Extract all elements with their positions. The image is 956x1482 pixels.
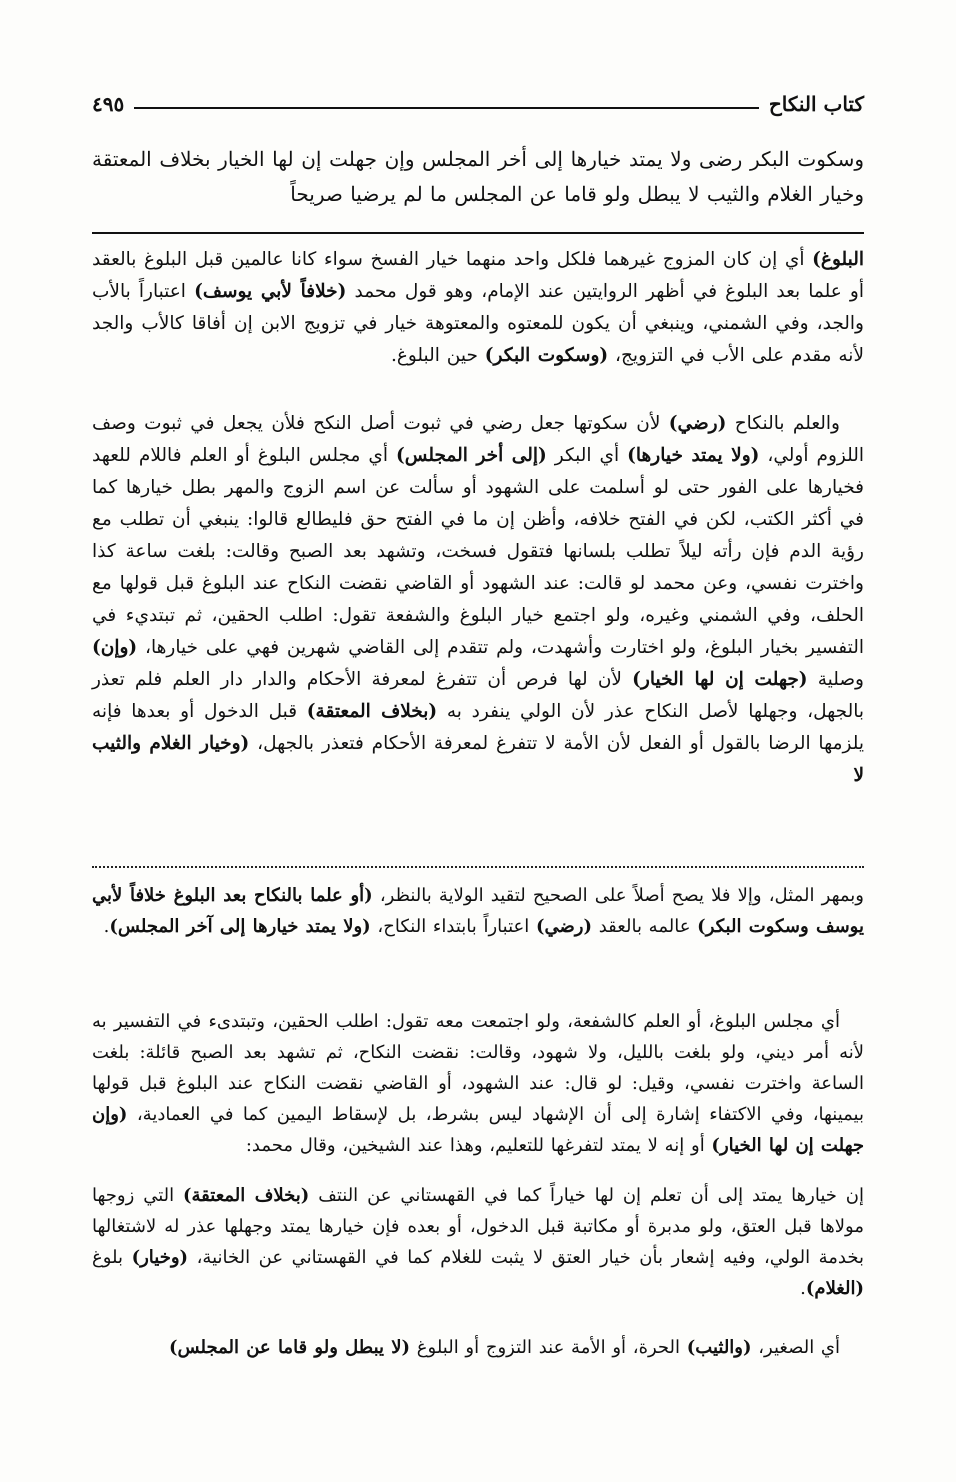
main-text: وسكوت البكر رضى ولا يمتد خيارها إلى أخر المجلس وإن جهلت إن لها الخيار بخلاف المعتقة وخيار الغلام والثيب لا يبطل ولو قاما عن المجلس ما لم يرضيا صريحاً xyxy=(92,147,864,206)
commentary-text: . xyxy=(103,916,110,937)
commentary-text: . xyxy=(800,1278,806,1299)
commentary-text: لأن سكوتها جعل رضي في ثبوت أصل النكح فلأن يجعل في ثبوت وصف اللزوم أولي، xyxy=(92,413,864,466)
commentary-text: التي زوجها مولاها قبل العتق، ولو مدبرة أو مكاتبة قبل الدخول، أو بعده فإن خيارها يمتد وجهلها عذر له لاشتغالها بخدمة الولي، وفيه إشعار بأن خيار العتق لا يثبت للغلام كما في القهستاني عن الخانية، xyxy=(92,1185,865,1268)
commentary-text: إن خيارها يمتد إلى أن تعلم إن لها خياراً كما في القهستاني عن النتف xyxy=(309,1185,865,1206)
main-text-separator xyxy=(92,232,864,234)
commentary-text: أي إن كان المزوج غيرهما فلكل واحد منهما خيار الفسخ سواء كانا عالمين قبل البلوغ بالعقد أو علما بعد البلوغ في أظهر الروايتين عند الإمام، وهو قول محمد xyxy=(92,249,864,302)
bold-matn-quote: (رضي) xyxy=(536,916,593,937)
commentary-paragraph xyxy=(92,1180,864,1304)
commentary-text: أي الصغير، xyxy=(751,1337,840,1358)
bold-matn-quote: (رضي) xyxy=(668,413,727,434)
bold-matn-quote: (لا يبطل ولو قاما عن المجلس) xyxy=(169,1337,411,1358)
page-number: ٤٩٥ xyxy=(92,92,125,116)
bold-matn-quote: (وخيار الغلام والثيب لا xyxy=(92,733,864,786)
commentary-text: عالمه بالعقد xyxy=(592,916,698,937)
commentary-text: والعلم بالنكاح xyxy=(726,413,840,434)
commentary-text: وصلية xyxy=(807,669,864,690)
bold-matn-quote: (وسكوت البكر) xyxy=(484,345,609,366)
bold-matn-quote: (أو علما بالنكاح بعد البلوغ خلافاً لأبي يوسف وسكوت البكر) xyxy=(92,885,864,937)
commentary-text: وبمهر المثل، وإلا فلا يصح أصلاً على الصحيح لتقيد الولاية بالنظر، xyxy=(372,885,864,906)
commentary-text: أو إنه لا يمتد لتفرغها للتعليم، وهذا عند الشيخين، وقال محمد: xyxy=(245,1135,712,1156)
bold-matn-quote: (وإن) xyxy=(92,637,138,658)
commentary-paragraph xyxy=(92,1006,864,1161)
bold-matn-quote: (بخلاف المعتقة) xyxy=(183,1185,310,1206)
commentary-text: لأن لها فرص أن تتفرغ لمعرفة الأحكام والدار دار العلم فلم تعذر بالجهل، وجهلها لأصل النكاح عذر لأن الولي ينفرد به xyxy=(92,669,864,722)
bold-matn-quote: (والثيب) xyxy=(686,1337,752,1358)
chapter-title: كتاب النكاح xyxy=(768,92,864,116)
bold-matn-quote: (خلافاً لأبي يوسف) xyxy=(194,281,347,302)
commentary-text: حين البلوغ. xyxy=(390,345,485,366)
bold-matn-quote: البلوغ) xyxy=(812,249,864,270)
commentary-text: أي مجلس البلوغ، أو العلم كالشفعة، ولو اجتمعت معه تقول: اطلب الحقين، وتبتدىء في التفسير به لأنه أمر ديني، ولو بلغت بالليل، ولا شهود، وقالت: نقضت النكاح، ثم تشهد بعد الصبح قائلة: بلغت الساعة واخترت نفسي، وقيل: لو قال: عند الشهود، أو القاضي نقضت النكاح عند البلوغ قبل قولها بيمينها، وفي الاكتفاء إشارة إلى أن الإشهاد ليس بشرط، بل لإسقاط اليمين كما في العمادية، xyxy=(92,1011,864,1125)
commentary-text: اعتباراً بابتداء النكاح، xyxy=(370,916,536,937)
bold-matn-quote: (وإن جهلت إن لها الخيار) xyxy=(92,1104,864,1156)
commentary-text: أي البكر xyxy=(546,445,628,466)
commentary-paragraph xyxy=(92,244,864,372)
commentary-text: الحرة، أو الأمة عند التزوج أو البلوغ xyxy=(410,1337,687,1358)
bold-matn-quote: (الغلام) xyxy=(805,1278,864,1299)
commentary-text: أي مجلس البلوغ أو العلم فاللام للعهد فخيارها على الفور حتى لو أسلمت على الشهود أو سألت عن اسم الزوج والمهر بطل خيارها كما في أكثر الكتب، لكن في الفتح خلافه، وأظن إن ما في الفتح حق فليطالع قالوا: ينبغي أن تطلب مع رؤية الدم فإن رأته ليلاً تطلب بلسانها فتقول فسخت، وتشهد بعد الصبح وقالت: بلغت ساعة كذا واخترت نفسي، وعن محمد لو قالت: عند الشهود أو القاضي نقضت النكاح عند البلوغ قبل قولها مع الحلف، وفي الشمني وغيره، ولو اجتمع خيار البلوغ والشفعة تقول: اطلب الحقين، ثم تبتديء في التفسير بخيار البلوغ، ولو اختارت وأشهدت، ولم تتقدم إلى القاضي شهرين فهي على خيارها، xyxy=(92,445,864,658)
commentary-text: بلوغ xyxy=(92,1247,132,1268)
bold-matn-quote: (بخلاف المعتقة) xyxy=(306,701,438,722)
bold-matn-quote: (ولا يمتد خيارها) xyxy=(627,445,760,466)
commentary-paragraph xyxy=(92,880,864,942)
header-rule xyxy=(134,107,759,109)
bold-matn-quote: (إلى أخر المجلس) xyxy=(396,445,547,466)
bold-matn-quote: (ولا يمتد خيارها إلى آخر المجلس) xyxy=(109,916,371,937)
bold-matn-quote: (جهلت إن لها الخيار) xyxy=(632,669,808,690)
commentary-text: قبل الدخول أو بعدها فإنه يلزمها الرضا بالقول أو الفعل لأن الأمة لا تتفرغ لمعرفة الأحكام فتعذر بالجهل، xyxy=(92,701,864,754)
commentary-text: اعتباراً بالأب والجد، وفي الشمني، وينبغي أن يكون للمعتوه والمعتوهة خيار في تزويج الابن إن أفاقا كالأب والجد لأنه مقدم على الأب في التزويج، xyxy=(92,281,864,366)
page-header xyxy=(92,86,864,116)
bold-matn-quote: (وخيار) xyxy=(131,1247,189,1268)
commentary-paragraph xyxy=(92,408,864,792)
commentary-separator-dotted xyxy=(92,866,864,868)
commentary-paragraph xyxy=(92,1332,864,1363)
